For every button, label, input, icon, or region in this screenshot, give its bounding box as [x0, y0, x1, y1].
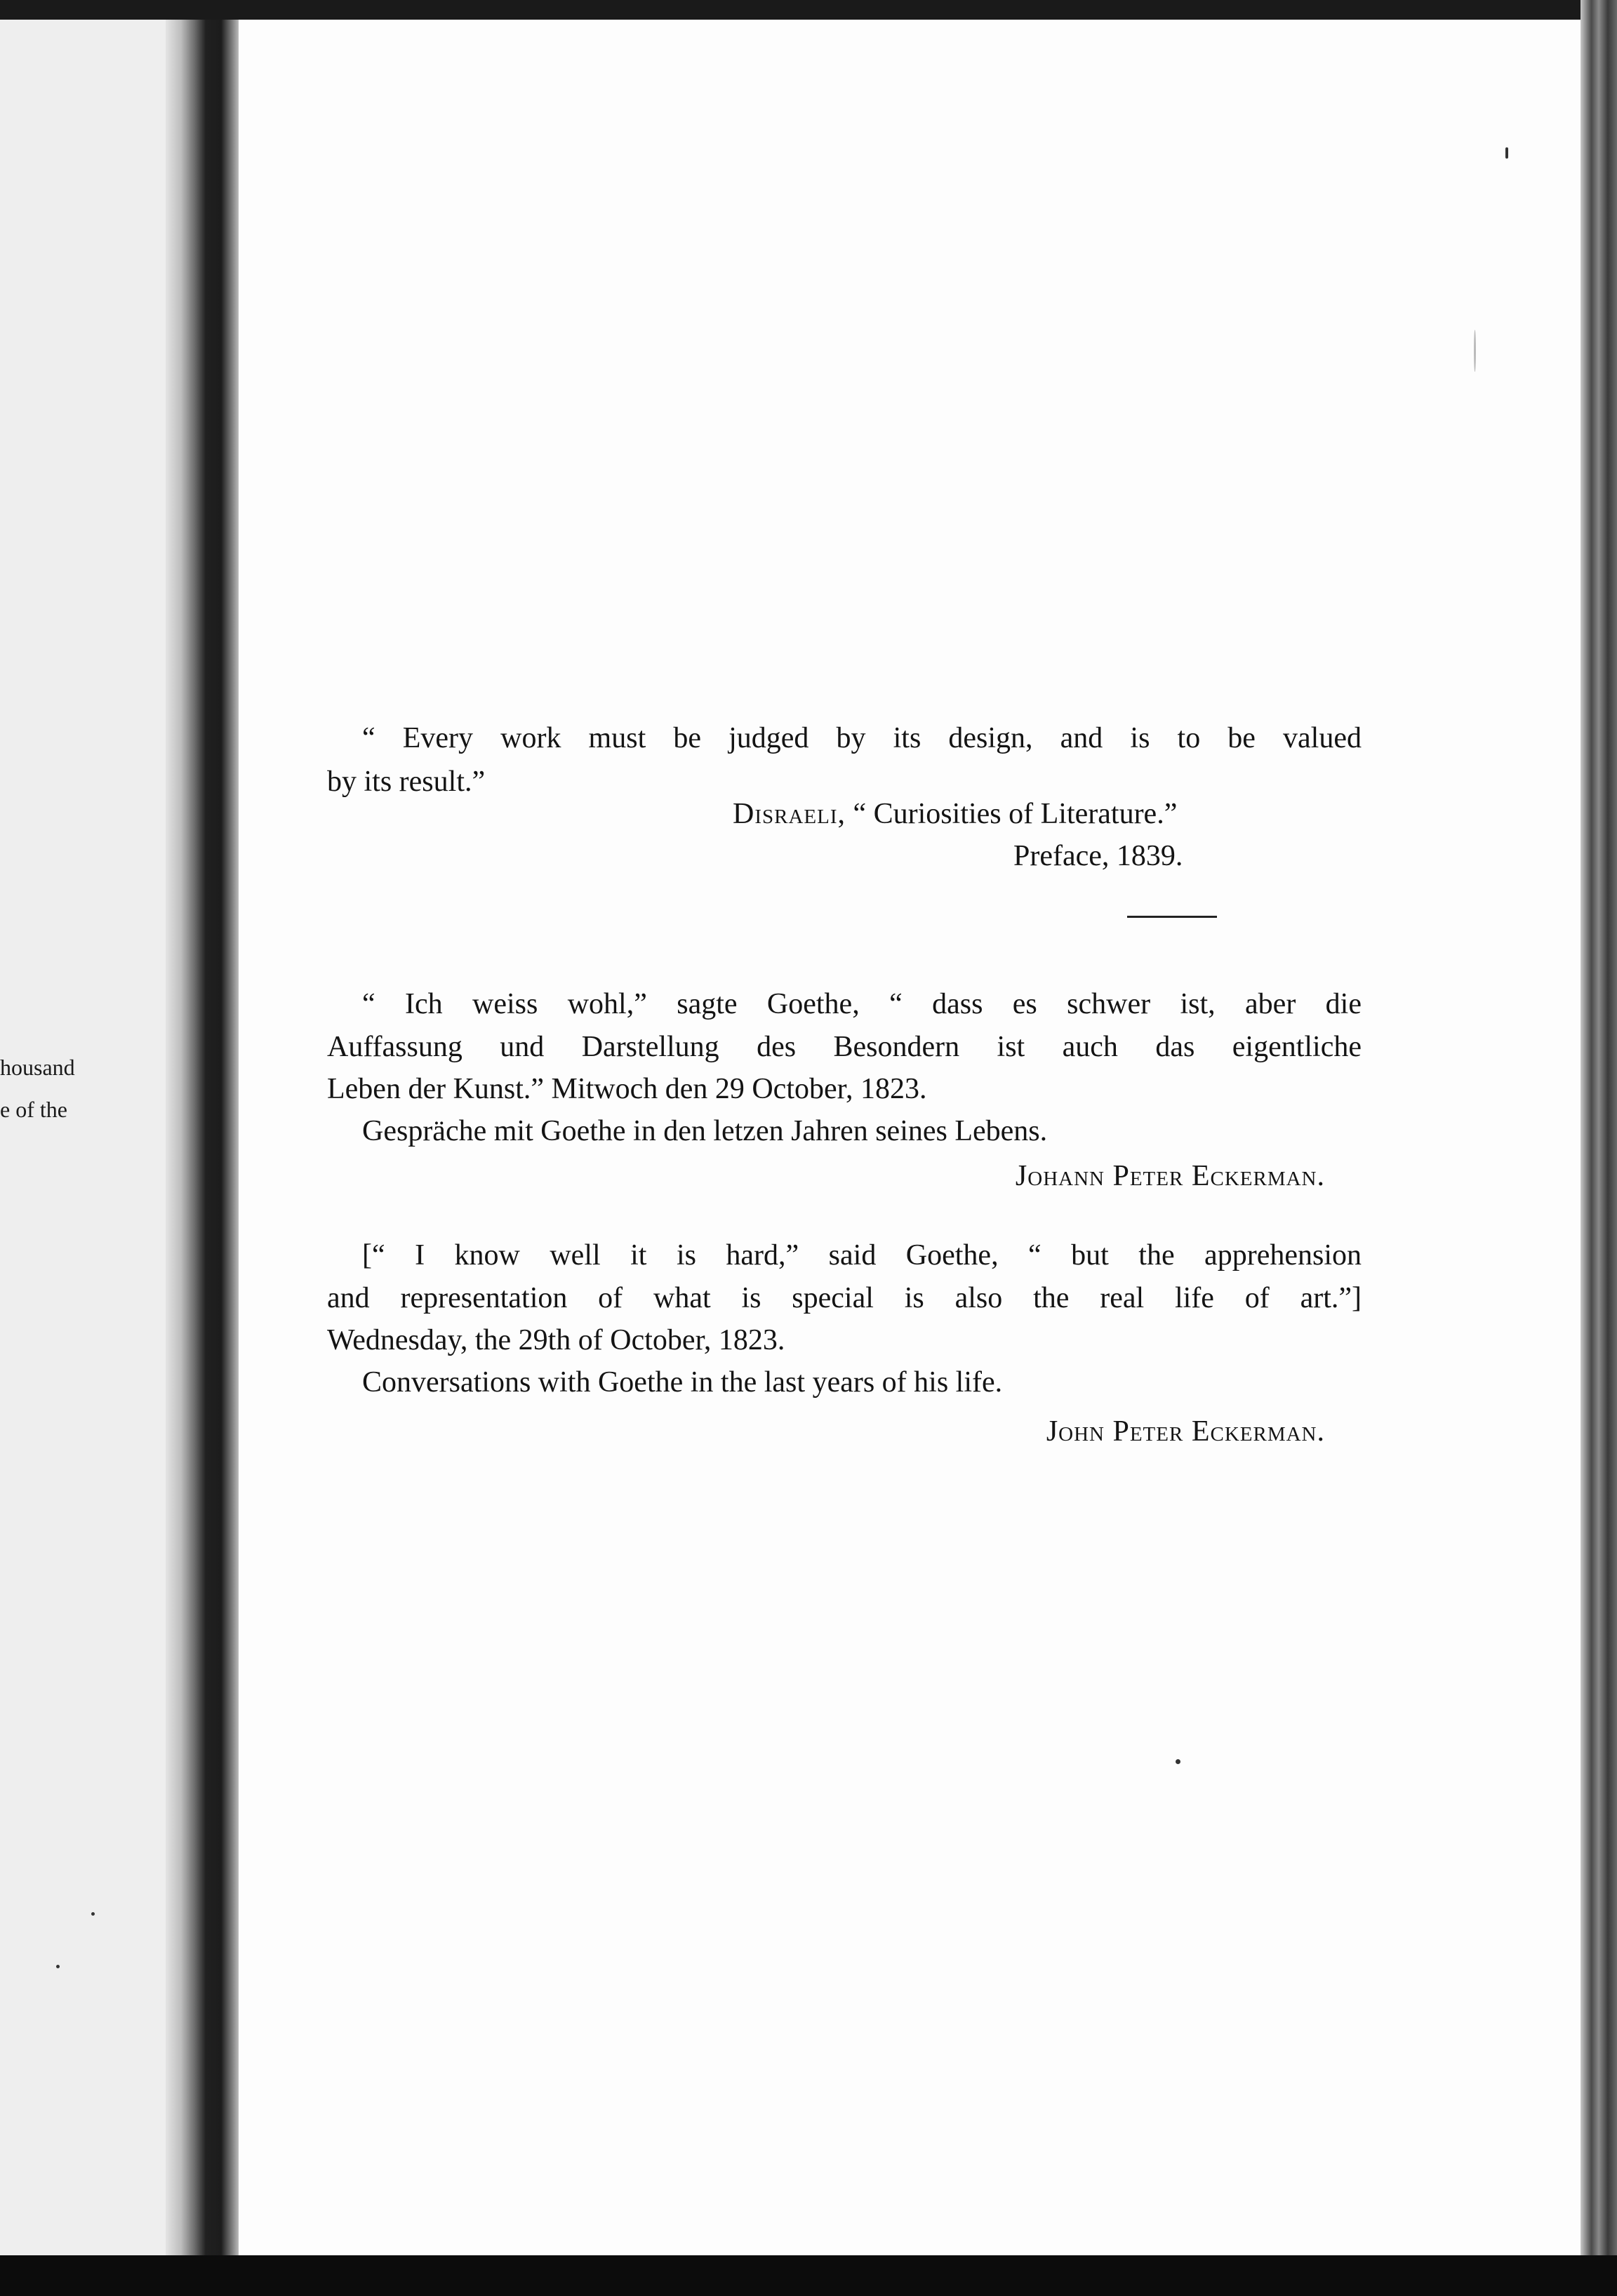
- section-separator: [1127, 916, 1217, 918]
- epigraph-attribution: [733, 797, 1294, 831]
- epigraph-source: Conversations with Goethe in the last years of his life.: [362, 1366, 1003, 1399]
- epigraph-source: Gespräche mit Goethe in den letzen Jahren seines Lebens.: [362, 1115, 1048, 1147]
- author-name: Johann Peter Eckerman.: [1015, 1160, 1325, 1192]
- epigraph-quote-line: and representation of what is special is also the real life of art.”]: [327, 1282, 1362, 1314]
- facing-page-text-fragment: e of the: [0, 1097, 67, 1122]
- scan-speck: [1176, 1759, 1180, 1764]
- author-name: John Peter Eckerman.: [1046, 1415, 1325, 1448]
- book-gutter-shadow: [166, 20, 243, 2255]
- page-stack-edge: [1581, 0, 1617, 2296]
- scan-bottom-edge: [0, 2255, 1617, 2296]
- epigraph-quote-line: Wednesday, the 29th of October, 1823.: [327, 1324, 785, 1356]
- epigraph-date: Preface, 1839.: [1013, 840, 1183, 872]
- epigraph-quote-line: Auffassung und Darstellung des Besondern ist auch das eigentliche: [327, 1031, 1362, 1063]
- scan-speck: [1505, 147, 1508, 159]
- scan-speck: [56, 1965, 60, 1968]
- facing-page: [0, 20, 188, 2255]
- work-title: “ Curiosities of Literature.”: [853, 798, 1178, 830]
- facing-page-text-fragment: housand: [0, 1055, 75, 1080]
- epigraph-quote-line: “ Ich weiss wohl,” sagte Goethe, “ dass es schwer ist, aber die: [362, 988, 1362, 1020]
- epigraph-quote-line: by its result.”: [327, 766, 486, 798]
- scan-speck: [91, 1912, 95, 1916]
- epigraph-quote-line: [“ I know well it is hard,” said Goethe, “ but the apprehension: [362, 1239, 1362, 1272]
- epigraph-quote-line: Leben der Kunst.” Mitwoch den 29 October, 1823.: [327, 1073, 927, 1105]
- scan-speck: [1474, 330, 1476, 372]
- author-name: Disraeli,: [733, 798, 846, 830]
- epigraph-quote-line: “ Every work must be judged by its design, and is to be valued: [362, 722, 1362, 754]
- scan-top-edge: [0, 0, 1617, 20]
